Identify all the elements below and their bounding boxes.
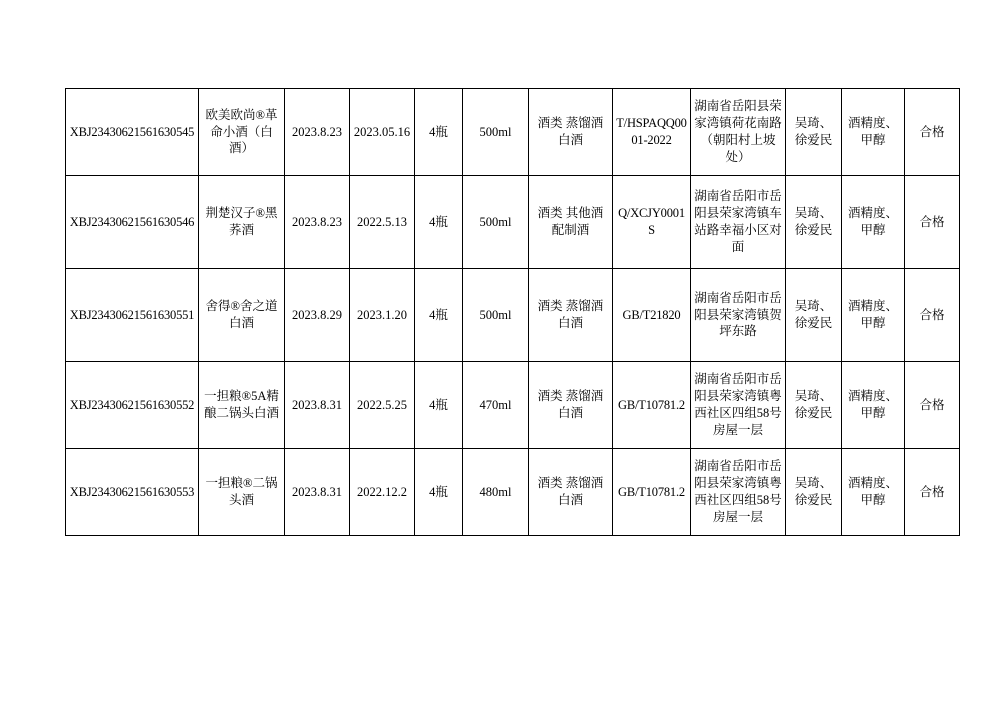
cell-result: 合格 [905, 449, 960, 536]
cell-address: 湖南省岳阳市岳阳县荣家湾镇贺坪东路 [691, 269, 786, 362]
cell-category: 酒类 蒸馏酒 白酒 [529, 362, 613, 449]
cell-address: 湖南省岳阳市岳阳县荣家湾镇粤西社区四组58号房屋一层 [691, 449, 786, 536]
cell-result: 合格 [905, 89, 960, 176]
cell-inspectors: 吴琦、徐爱民 [786, 89, 842, 176]
cell-product-name: 欧美欧尚®革命小酒（白酒） [199, 89, 285, 176]
cell-inspection-items: 酒精度、甲醇 [842, 269, 905, 362]
cell-product-name: 一担粮®二锅头酒 [199, 449, 285, 536]
cell-production-date: 2022.5.25 [350, 362, 415, 449]
cell-production-date: 2023.1.20 [350, 269, 415, 362]
cell-sampling-date: 2023.8.31 [285, 449, 350, 536]
cell-specification: 500ml [463, 89, 529, 176]
cell-inspection-items: 酒精度、甲醇 [842, 449, 905, 536]
cell-quantity: 4瓶 [415, 269, 463, 362]
cell-category: 酒类 蒸馏酒 白酒 [529, 269, 613, 362]
cell-product-name: 一担粮®5A精酿二锅头白酒 [199, 362, 285, 449]
cell-inspection-items: 酒精度、甲醇 [842, 89, 905, 176]
cell-category: 酒类 其他酒 配制酒 [529, 176, 613, 269]
cell-inspection-items: 酒精度、甲醇 [842, 362, 905, 449]
table-row [66, 89, 960, 176]
cell-quantity: 4瓶 [415, 362, 463, 449]
cell-sample-code: XBJ23430621561630551 [66, 269, 199, 362]
cell-inspectors: 吴琦、徐爱民 [786, 269, 842, 362]
cell-product-name: 舍得®舍之道白酒 [199, 269, 285, 362]
cell-quantity: 4瓶 [415, 449, 463, 536]
cell-inspection-items: 酒精度、甲醇 [842, 176, 905, 269]
inspection-table-container [65, 88, 945, 536]
cell-sample-code: XBJ23430621561630546 [66, 176, 199, 269]
cell-category: 酒类 蒸馏酒 白酒 [529, 89, 613, 176]
cell-result: 合格 [905, 362, 960, 449]
cell-sampling-date: 2023.8.23 [285, 176, 350, 269]
cell-production-date: 2022.5.13 [350, 176, 415, 269]
cell-result: 合格 [905, 176, 960, 269]
inspection-results-table [65, 88, 960, 536]
cell-production-date: 2022.12.2 [350, 449, 415, 536]
cell-sample-code: XBJ23430621561630552 [66, 362, 199, 449]
cell-standard: GB/T21820 [613, 269, 691, 362]
cell-standard: GB/T10781.2 [613, 362, 691, 449]
cell-specification: 500ml [463, 269, 529, 362]
cell-specification: 480ml [463, 449, 529, 536]
cell-production-date: 2023.05.16 [350, 89, 415, 176]
cell-inspectors: 吴琦、徐爱民 [786, 362, 842, 449]
cell-address: 湖南省岳阳市岳阳县荣家湾镇车站路幸福小区对面 [691, 176, 786, 269]
table-row [66, 449, 960, 536]
table-row [66, 362, 960, 449]
cell-quantity: 4瓶 [415, 89, 463, 176]
table-row [66, 269, 960, 362]
cell-inspectors: 吴琦、徐爱民 [786, 176, 842, 269]
cell-sampling-date: 2023.8.29 [285, 269, 350, 362]
cell-standard: GB/T10781.2 [613, 449, 691, 536]
cell-standard: T/HSPAQQ0001-2022 [613, 89, 691, 176]
cell-sampling-date: 2023.8.23 [285, 89, 350, 176]
cell-sample-code: XBJ23430621561630545 [66, 89, 199, 176]
table-row [66, 176, 960, 269]
cell-specification: 470ml [463, 362, 529, 449]
cell-inspectors: 吴琦、徐爱民 [786, 449, 842, 536]
cell-sample-code: XBJ23430621561630553 [66, 449, 199, 536]
cell-address: 湖南省岳阳县荣家湾镇荷花南路（朝阳村上坡处） [691, 89, 786, 176]
cell-result: 合格 [905, 269, 960, 362]
cell-category: 酒类 蒸馏酒 白酒 [529, 449, 613, 536]
cell-quantity: 4瓶 [415, 176, 463, 269]
cell-standard: Q/XCJY0001S [613, 176, 691, 269]
cell-specification: 500ml [463, 176, 529, 269]
cell-product-name: 荆楚汉子®黑荞酒 [199, 176, 285, 269]
cell-address: 湖南省岳阳市岳阳县荣家湾镇粤西社区四组58号房屋一层 [691, 362, 786, 449]
cell-sampling-date: 2023.8.31 [285, 362, 350, 449]
